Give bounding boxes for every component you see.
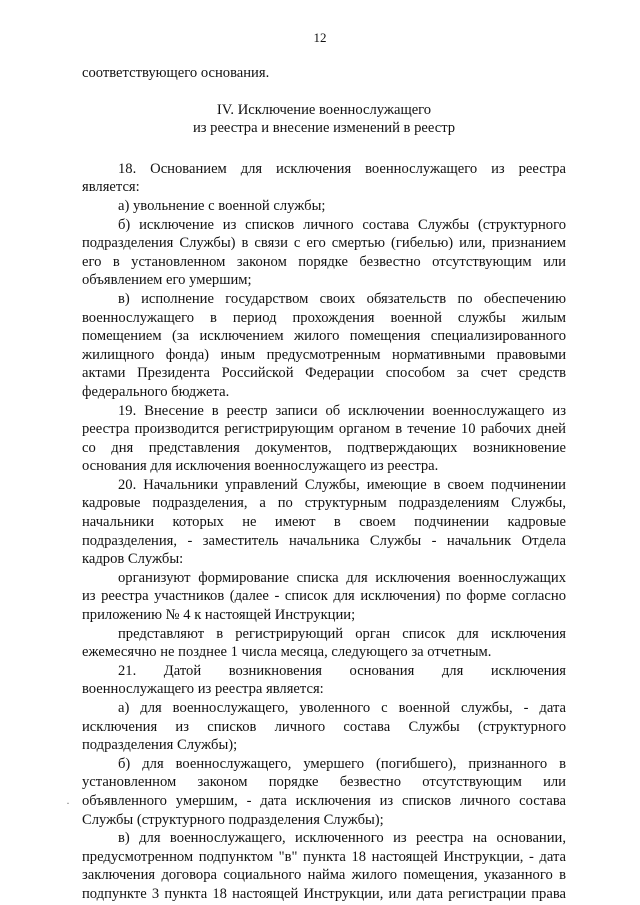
paragraph-line: является: bbox=[82, 179, 140, 196]
paragraph-line: кадровые подразделения, а по структурным подразделениям Службы, bbox=[82, 495, 566, 512]
paragraph-18 bbox=[82, 160, 566, 197]
paragraph-line: объявленного умершим, - дата исключения из списков личного состава bbox=[82, 792, 566, 809]
paragraph-line: в) исполнение государством своих обязательств по обеспечению bbox=[118, 290, 566, 307]
paragraph-line: предусмотренном подпунктом "в" пункта 18 настоящей Инструкции, - дата bbox=[82, 848, 566, 865]
section-heading-line-1: IV. Исключение военнослужащего bbox=[216, 101, 432, 118]
section-heading-line-2: из реестра и внесение изменений в реестр bbox=[192, 120, 456, 137]
paragraph-line: Службы (структурного подразделения Службы); bbox=[82, 811, 384, 828]
paragraph-line: заключения договора социального найма жилого помещения, указанного в bbox=[82, 867, 566, 884]
paragraph-line: а) для военнослужащего, уволенного с военной службы, - дата bbox=[118, 700, 566, 716]
paragraph-20 bbox=[82, 476, 566, 569]
paragraph-line: 20. Начальники управлений Службы, имеющие в своем подчинении bbox=[118, 476, 566, 493]
paragraph-line: федерального бюджета. bbox=[82, 383, 230, 400]
intro-line: соответствующего основания. bbox=[82, 65, 270, 81]
paragraph-20-submit bbox=[82, 625, 566, 662]
paragraph-line: а) увольнение с военной службы; bbox=[118, 197, 326, 214]
paragraph-18b bbox=[82, 216, 566, 290]
paragraph-line: подпункте 3 пункта 18 настоящей Инструкции, или дата регистрации права bbox=[82, 885, 566, 902]
paragraph-21 bbox=[82, 662, 566, 699]
paragraph-line: жилищного фонда) иным предусмотренным нормативными правовыми bbox=[82, 346, 566, 363]
paragraph-line: в) для военнослужащего, исключенного из реестра на основании, bbox=[118, 830, 566, 847]
paragraph-line: представляют в регистрирующий орган список для исключения bbox=[118, 625, 566, 642]
paragraph-line: военнослужащего из реестра является: bbox=[82, 681, 324, 698]
paragraph-line: военнослужащего в период прохождения военной службы жилым bbox=[82, 309, 566, 326]
paragraph-line: реестра производится регистрирующим органом в течение 10 рабочих дней bbox=[82, 421, 566, 438]
paragraph-line: со дня представления документов, подтверждающих возникновение bbox=[82, 439, 566, 456]
paragraph-20-organize bbox=[82, 569, 566, 625]
paragraph-21b bbox=[82, 755, 566, 829]
paragraph-line: его в установленном законом порядке безвестно отсутствующим или bbox=[82, 253, 566, 270]
paragraph-line: организуют формирование списка для исключения военнослужащих bbox=[118, 569, 566, 586]
paragraph-line: объявлением его умершим; bbox=[82, 272, 252, 289]
paragraph-21v bbox=[82, 829, 566, 903]
paragraph-line: б) для военнослужащего, умершего (погибшего), признанного в bbox=[118, 755, 566, 772]
paragraph-line: актами Президента Российской Федерации способом за счет средств bbox=[82, 365, 566, 382]
paragraph-line: ежемесячно не позднее 1 числа месяца, следующего за отчетным. bbox=[82, 644, 492, 661]
paragraph-line: подразделения Службы); bbox=[82, 737, 238, 754]
paragraph-line: подразделения, - заместитель начальника Службы - начальник Отдела bbox=[82, 532, 566, 549]
paragraph-18v bbox=[82, 290, 566, 402]
paragraph-line: приложению № 4 к настоящей Инструкции; bbox=[82, 607, 356, 624]
paragraph-line: 21. Датой возникновения основания для исключения bbox=[118, 662, 566, 679]
paragraph-21a bbox=[82, 699, 566, 755]
paragraph-line: исключения из списков личного состава Службы (структурного bbox=[82, 718, 566, 735]
paragraph-line: подразделения Службы) в связи с его смертью (гибелью) или, признанием bbox=[82, 235, 566, 252]
paragraph-line: б) исключение из списков личного состава Службы (структурного bbox=[118, 216, 566, 233]
paragraph-19 bbox=[82, 402, 566, 476]
margin-mark: · bbox=[66, 796, 70, 810]
paragraph-line: начальники которых не имеют в своем подчинении кадровые bbox=[82, 514, 566, 531]
paragraph-line: основания для исключения военнослужащего из реестра. bbox=[82, 458, 439, 475]
page-number: 12 bbox=[313, 30, 327, 45]
section-heading bbox=[82, 101, 566, 138]
paragraph-line: 18. Основанием для исключения военнослужащего из реестра bbox=[118, 160, 566, 177]
paragraph-line: 19. Внесение в реестр записи об исключении военнослужащего из bbox=[118, 402, 566, 419]
paragraph-line: из реестра участников (далее - список для исключения) по форме согласно bbox=[82, 588, 566, 605]
paragraph-line: установленном законом порядке безвестно отсутствующим или bbox=[82, 774, 566, 791]
paragraph-18a bbox=[82, 197, 566, 216]
paragraph-line: кадров Службы: bbox=[82, 551, 184, 568]
paragraph-line: помещением (за исключением жилого помещения специализированного bbox=[82, 328, 566, 345]
document-body bbox=[82, 64, 566, 904]
